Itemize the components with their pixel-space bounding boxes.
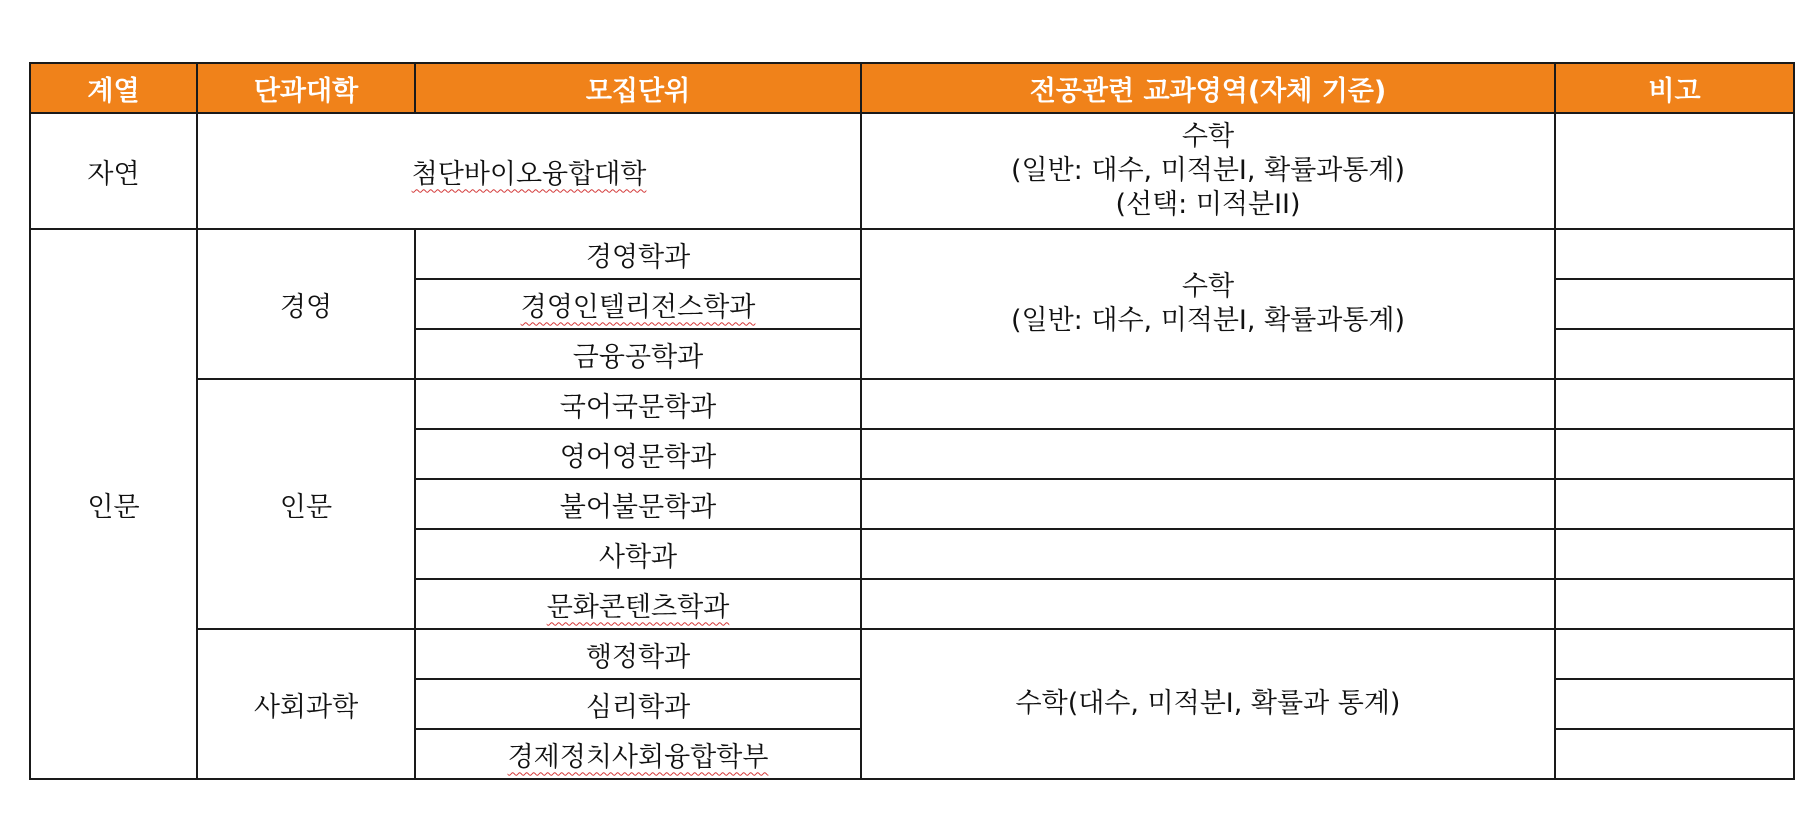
track-cell-humanities: 인문: [30, 229, 197, 779]
table-row: [30, 629, 1794, 679]
note-cell: [1555, 279, 1794, 329]
subjects-line-3: (선택: 미적분II): [1115, 189, 1301, 220]
header-subjects-text: 전공관련 교과영역(자체 기준): [1029, 75, 1387, 107]
table-row-science: [30, 113, 1794, 229]
header-college: 단과대학: [197, 63, 415, 113]
table-row: [30, 229, 1794, 279]
unit-cell: [415, 579, 861, 629]
subjects-line-1: 수학: [1181, 121, 1235, 152]
note-cell: [1555, 229, 1794, 279]
subjects-cell: [861, 429, 1555, 479]
unit-text: 경영인텔리전스학과: [520, 291, 756, 323]
note-cell: [1555, 679, 1794, 729]
unit-cell: 심리학과: [415, 679, 861, 729]
header-track: 계열: [30, 63, 197, 113]
note-cell: [1555, 729, 1794, 779]
header-unit: 모집단위: [415, 63, 861, 113]
subjects-cell-social: 수학(대수, 미적분I, 확률과 통계): [861, 629, 1555, 779]
unit-cell: [415, 729, 861, 779]
unit-cell: 행정학과: [415, 629, 861, 679]
subjects-line-2: (일반: 대수, 미적분I, 확률과통계): [1010, 155, 1406, 186]
subjects-line-1: 수학: [1181, 271, 1235, 302]
note-cell: [1555, 379, 1794, 429]
subjects-line-2: (일반: 대수, 미적분I, 확률과통계): [1010, 305, 1406, 336]
note-cell: [1555, 429, 1794, 479]
unit-cell: 경영학과: [415, 229, 861, 279]
unit-cell: 사학과: [415, 529, 861, 579]
subjects-cell: [861, 479, 1555, 529]
subjects-cell: [861, 529, 1555, 579]
unit-cell-biofusion: [197, 113, 861, 229]
note-cell: [1555, 479, 1794, 529]
unit-cell: 영어영문학과: [415, 429, 861, 479]
note-cell: [1555, 579, 1794, 629]
unit-text-biofusion: 첨단바이오융합대학: [411, 158, 647, 190]
note-cell: [1555, 529, 1794, 579]
subjects-cell: [861, 379, 1555, 429]
unit-cell: [415, 279, 861, 329]
unit-cell: 국어국문학과: [415, 379, 861, 429]
header-note: 비고: [1555, 63, 1794, 113]
unit-text: 경제정치사회융합학부: [507, 741, 769, 773]
note-cell-science: [1555, 113, 1794, 229]
college-cell-social: 사회과학: [197, 629, 415, 779]
note-cell: [1555, 629, 1794, 679]
unit-cell: 불어불문학과: [415, 479, 861, 529]
table-row: [30, 379, 1794, 429]
note-cell: [1555, 329, 1794, 379]
unit-cell: 금융공학과: [415, 329, 861, 379]
subjects-cell-business: [861, 229, 1555, 379]
admissions-subject-table: [29, 62, 1795, 780]
college-cell-liberal: 인문: [197, 379, 415, 629]
subjects-cell: [861, 579, 1555, 629]
college-cell-business: 경영: [197, 229, 415, 379]
subjects-cell-science: [861, 113, 1555, 229]
track-cell-science: 자연: [30, 113, 197, 229]
header-subjects: [861, 63, 1555, 113]
unit-text: 문화콘텐츠학과: [546, 591, 730, 623]
header-row: [30, 63, 1794, 113]
